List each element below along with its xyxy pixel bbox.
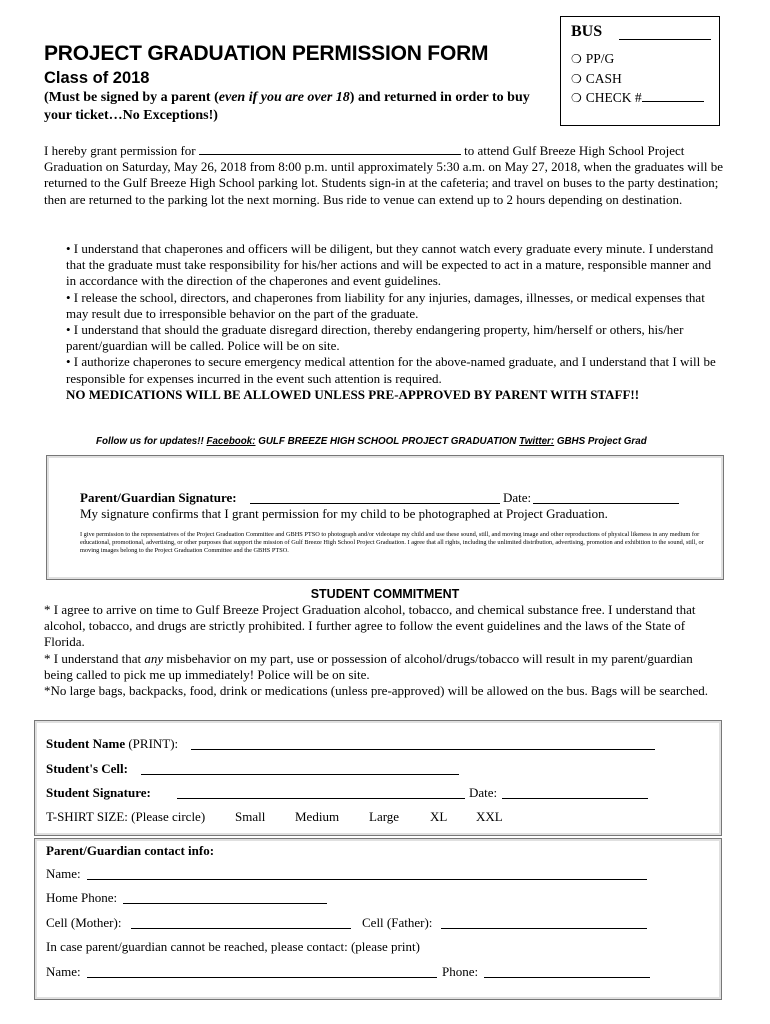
list-item: • I authorize chaperones to secure emergency medical attention for the above-named graduate, and I understand that I will be responsible for expenses incurred in the event such attention is required. [66, 354, 716, 386]
student-signature-line[interactable] [177, 798, 465, 799]
tshirt-size-small[interactable]: Small [235, 809, 266, 824]
photo-consent-statement: My signature confirms that I grant permission for my child to be photographed at Project Graduation. [80, 506, 608, 521]
payment-option-ppg[interactable]: ❍ PP/G [571, 51, 615, 66]
payment-option-cash[interactable]: ❍ CASH [571, 71, 622, 86]
student-signature-label: Student Signature: [46, 785, 151, 800]
student-cell-label: Student's Cell: [46, 761, 128, 776]
home-phone-line[interactable] [123, 903, 327, 904]
contact-name-line[interactable] [87, 879, 647, 880]
contact-info-heading: Parent/Guardian contact info: [46, 843, 215, 858]
alternate-contact-phone-label: Phone: [442, 964, 479, 979]
parent-signature-label: Parent/Guardian Signature: [80, 490, 237, 505]
list-item: • I understand that chaperones and officers will be diligent, but they cannot watch every graduate every minute. I understand that the graduate must take responsibility for his/her actions and will be expected to act in a mature, responsible manner and in accordance with the direction of the chaperones and event guidelines. [66, 241, 714, 289]
student-info-box [34, 720, 722, 836]
tshirt-size-medium[interactable]: Medium [295, 809, 340, 824]
parent-date-label: Date: [503, 490, 532, 505]
tshirt-size-large[interactable]: Large [369, 809, 400, 824]
checkbox-circle-icon[interactable]: ❍ [571, 52, 582, 66]
photo-release-fine-print: I give permission to the representatives of the Project Graduation Committee and GBHS PTSO to photograph and/or videotape my child and use these sound, still, and moving image and other reproductions of physical likeness in any medium for educational, promotional, advertising, or other purposes that support the mission of Gulf Breeze High School Project Graduation. I agree that all rights, including the unlimited distribution, advertising, promotion and exhibition to the sound, still, or moving images belong to the Project Graduation Committee and the GBHS PTSO. [80, 531, 704, 555]
student-commitment-heading: STUDENT COMMITMENT [310, 587, 460, 601]
tshirt-size-xl[interactable]: XL [430, 809, 448, 824]
student-name-label: Student Name (PRINT): [46, 736, 179, 751]
list-item: *No large bags, backpacks, food, drink or medications (unless pre-approved) will be allowed on the bus. Bags will be searched. [44, 683, 709, 699]
tshirt-size-xxl[interactable]: XXL [476, 809, 503, 824]
check-number-line[interactable] [642, 90, 704, 102]
list-item: * I agree to arrive on time to Gulf Breeze Project Graduation alcohol, tobacco, and chemical substance free. I understand that alcohol, tobacco, and drugs are strictly prohibited. I further agree to follow the event guidelines and the laws of the State of Florida. [44, 602, 696, 650]
alternate-contact-phone-line[interactable] [484, 977, 650, 978]
student-date-line[interactable] [502, 798, 648, 799]
parent-signature-box [46, 455, 724, 580]
parent-date-line[interactable] [533, 503, 679, 504]
alternate-contact-name-line[interactable] [87, 977, 437, 978]
list-item: * I understand that any misbehavior on my part, use or possession of alcohol/drugs/tobacco will result in my parent/guardian being called to pick me up immediately! Police will be on site. [44, 650, 693, 682]
form-title: PROJECT GRADUATION PERMISSION FORM [44, 42, 489, 65]
student-commitment-text [44, 602, 724, 699]
signature-requirement: (Must be signed by a parent (even if you are over 18) and returned in order to buy your ticket…No Exceptions!) [44, 90, 530, 123]
list-item: • I understand that should the graduate disregard direction, thereby endangering property, him/herself or others, his/her parent/guardian will be called. Police will be on site. [66, 322, 684, 354]
checkbox-circle-icon[interactable]: ❍ [571, 91, 582, 105]
tshirt-size-label: T-SHIRT SIZE: (Please circle) [46, 809, 206, 824]
cell-father-line[interactable] [441, 928, 647, 929]
alternate-contact-instruction: In case parent/guardian cannot be reached, please contact: (please print) [46, 939, 420, 954]
graduate-name-line[interactable] [199, 144, 461, 155]
terms-list [66, 241, 716, 403]
parent-contact-box [34, 838, 722, 1000]
bus-number-line[interactable] [619, 39, 711, 40]
no-medications-notice: NO MEDICATIONS WILL BE ALLOWED UNLESS PRE-APPROVED BY PARENT WITH STAFF!! [66, 386, 640, 402]
contact-name-label: Name: [46, 866, 81, 881]
student-cell-line[interactable] [141, 774, 459, 775]
payment-option-check[interactable]: ❍ CHECK # [571, 90, 704, 106]
checkbox-circle-icon[interactable]: ❍ [571, 72, 582, 86]
list-item: • I release the school, directors, and chaperones from liability for any injuries, damages, illnesses, or medical expenses that may result due to irresponsible behavior on the part of the graduate. [66, 289, 705, 321]
student-name-line[interactable] [191, 749, 655, 750]
cell-mother-label: Cell (Mother): [46, 915, 122, 930]
parent-signature-line[interactable] [250, 503, 500, 504]
class-year: Class of 2018 [44, 69, 150, 87]
cell-father-label: Cell (Father): [362, 915, 433, 930]
alternate-contact-name-label: Name: [46, 964, 81, 979]
home-phone-label: Home Phone: [46, 890, 118, 905]
permission-paragraph: I hereby grant permission for to attend Gulf Breeze High School Project Graduation on Saturday, May 26, 2018 from 8:00 p.m. until approximately 5:30 a.m. on May 27, 2018, when the graduates will be returned to the Gulf Breeze High School parking lot. Students sign-in at the cafeteria; and travel on buses to the party destination; then are returned to the parking lot the next morning. Bus ride to venue can extend up to 2 hours depending on destination. [44, 143, 724, 207]
student-date-label: Date: [469, 785, 498, 800]
twitter-label: Twitter: [519, 436, 555, 447]
facebook-label: Facebook: [206, 436, 256, 447]
bus-payment-box [560, 16, 720, 126]
social-media-line: Follow us for updates!! Facebook: GULF BREEZE HIGH SCHOOL PROJECT GRADUATION Twitter: GBHS Project Grad [96, 436, 647, 447]
cell-mother-line[interactable] [131, 928, 351, 929]
bus-label: BUS [571, 23, 603, 40]
